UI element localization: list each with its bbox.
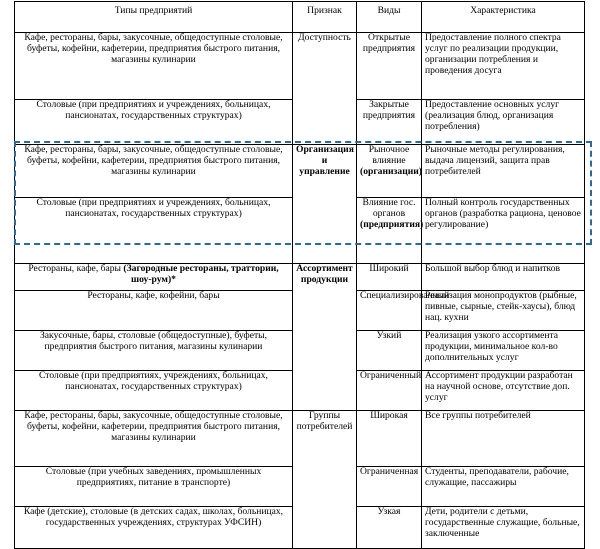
cell-view: Узкая (357, 507, 422, 549)
cell-desc: Предоставление основных услуг (реализация блюд, организация потребления) (422, 100, 585, 145)
cell-type: Кафе, рестораны, бары, закусочные, общедоступные столовые, буфеты, кофейни, кафетерии, предприятия быстрого питания, магазины кулинарии (15, 33, 293, 100)
cell-type: Рестораны, кафе, кофейни, бары (15, 291, 293, 331)
cell-desc: Реализация узкого ассортимента продукции, минимальное кол-во дополнительных услуг (422, 331, 585, 371)
cell-sign: Организация и управление (293, 145, 357, 264)
cell-type: Столовые (при учебных заведениях, промышленных предприятиях, питание в транспорте) (15, 467, 293, 507)
cell-type: Кафе, рестораны, бары, закусочные, общедоступные столовые, буфеты, кофейни, кафетерии, предприятия быстрого питания, магазины кулинарии (15, 411, 293, 467)
cell-desc: Студенты, преподаватели, рабочие, служащие, пассажиры (422, 467, 585, 507)
cell-view: Ограниченная (357, 467, 422, 507)
cell-desc: Полный контроль государственных органов (разработка рациона, ценовое регулирование) (422, 198, 585, 264)
cell-view: Ограниченный (357, 371, 422, 411)
cell-desc: Реализация монопродуктов (рыбные, пивные, сырные, стейк-хаусы), блюд нац. кухни (422, 291, 585, 331)
cell-view: Специализированный (357, 291, 422, 331)
cell-view: Открытые предприятия (357, 33, 422, 100)
cell-sign: Группы потребителей (293, 411, 357, 549)
cell-view: Рыночное влияние (организации) (357, 145, 422, 198)
header-sign: Признак (293, 2, 357, 33)
cell-type: Кафе, рестораны, бары, закусочные, общедоступные столовые, буфеты, кофейни, кафетерии, предприятия быстрого питания, магазины кулинарии (15, 145, 293, 198)
cell-type: Столовые (при предприятиях, учреждениях, больницах, пансионатах, государственных структурах) (15, 371, 293, 411)
cell-desc: Все группы потребителей (422, 411, 585, 467)
cell-type: Столовые (при предприятиях и учреждениях, больницах, пансионатах, государственных структурах) (15, 198, 293, 264)
cell-desc: Дети, родители с детьми, государственные служащие, больные, заключенные (422, 507, 585, 549)
cell-sign: Ассортимент продукции (293, 264, 357, 411)
classification-table (14, 1, 585, 549)
cell-view: Влияние гос. органов (предприятия) (357, 198, 422, 264)
cell-view: Широкий (357, 264, 422, 291)
header-characteristic: Характеристика (422, 2, 585, 33)
cell-type: Столовые (при предприятиях и учреждениях, больницах, пансионатах, государственных структурах) (15, 100, 293, 145)
table-row (15, 33, 585, 100)
table-row (15, 264, 585, 291)
cell-desc: Рыночные методы регулирования, выдача лицензий, защита прав потребителей (422, 145, 585, 198)
cell-type: Кафе (детские), столовые (в детских садах, школах, больницах, государственных учреждениях, структурах УФСИН) (15, 507, 293, 549)
cell-type: Рестораны, кафе, бары (Загородные рестораны, траттории, шоу-рум)* (15, 264, 293, 291)
header-views: Виды (357, 2, 422, 33)
table-row (15, 411, 585, 467)
cell-desc: Большой выбор блюд и напитков (422, 264, 585, 291)
header-row (15, 2, 585, 33)
cell-view: Широкая (357, 411, 422, 467)
cell-desc: Ассортимент продукции разработан на научной основе, отсутствие доп. услуг (422, 371, 585, 411)
cell-view: Узкий (357, 331, 422, 371)
header-types: Типы предприятий (15, 2, 293, 33)
cell-sign: Доступность (293, 33, 357, 145)
table-row (15, 145, 585, 198)
cell-desc: Предоставление полного спектра услуг по реализации продукции, организации потребления и проведения досуга (422, 33, 585, 100)
cell-view: Закрытые предприятия (357, 100, 422, 145)
cell-type: Закусочные, бары, столовые (общедоступные), буфеты, предприятия быстрого питания, магазины кулинарии (15, 331, 293, 371)
